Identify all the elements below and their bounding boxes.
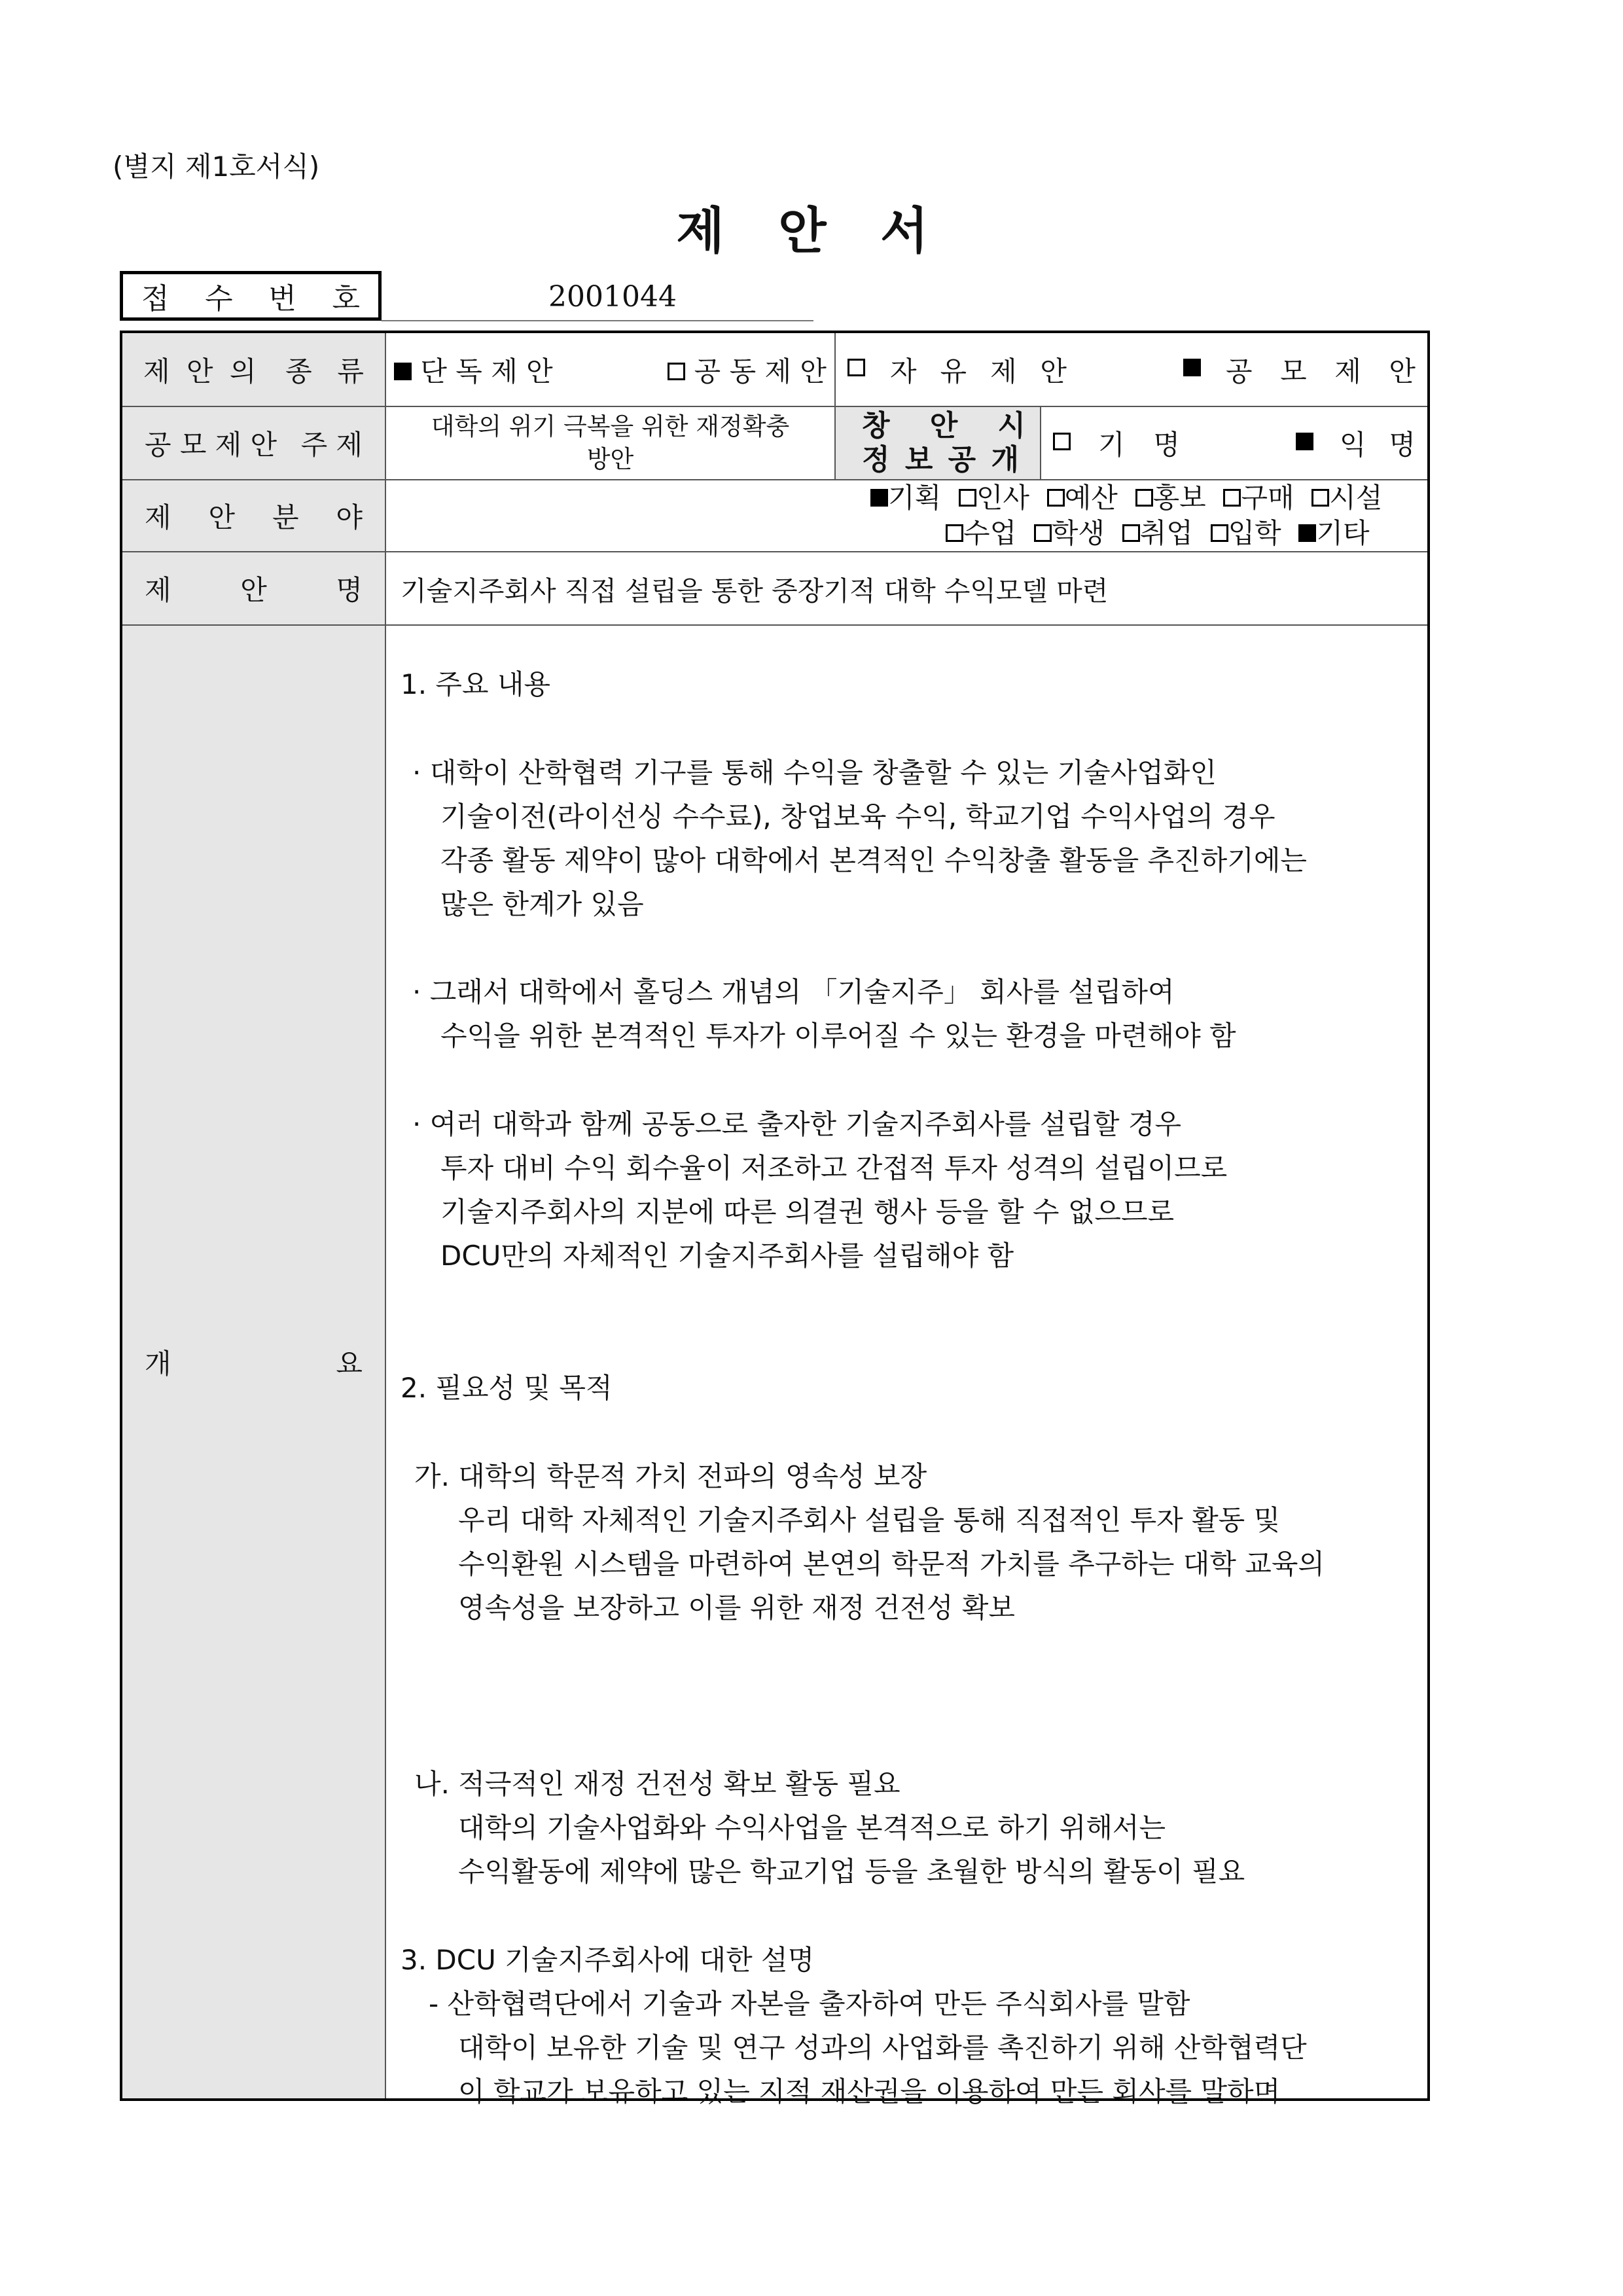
form-number-label: (별지 제1호서식) [113, 151, 320, 183]
proposal-type-free-contest [835, 332, 1429, 406]
disclosure-options [1041, 406, 1429, 480]
row-summary [121, 625, 1429, 2100]
summary-line: DCU만의 자체적인 기술지주회사를 설립해야 함 [440, 1240, 1014, 1272]
field-options-row2 [386, 516, 1427, 551]
anonymous-label: 익 명 [1340, 429, 1416, 461]
field-option-classes[interactable]: 수업 [946, 517, 1016, 549]
label-char: 종 [285, 355, 312, 387]
summary-content [385, 625, 1429, 2108]
row-proposal-field [121, 480, 1429, 552]
contest-proposal-label: 공 모 제 안 [1226, 355, 1416, 387]
field-option-hr[interactable]: 인사 [959, 482, 1029, 514]
section-heading: 3. DCU 기술지주회사에 대한 설명 [401, 1944, 815, 1976]
label-char: 호 [332, 282, 360, 315]
field-option-facilities[interactable]: 시설 [1311, 482, 1382, 514]
label-char: 류 [337, 355, 364, 387]
summary-line: 수익을 위한 본격적인 투자가 이루어질 수 있는 환경을 마련해야 함 [440, 1020, 1236, 1052]
section-heading: 2. 필요성 및 목적 [401, 1372, 613, 1404]
row-contest-topic [121, 406, 1429, 480]
summary-line: 많은 한계가 있음 [440, 888, 644, 920]
label-char: 제 안 의 [143, 355, 260, 387]
field-option-purchase[interactable]: 구매 [1223, 482, 1294, 514]
summary-line: 우리 대학 자체적인 기술지주회사 설립을 통해 직접적인 투자 활동 및 [458, 1504, 1281, 1536]
field-option-pr[interactable]: 홍보 [1135, 482, 1206, 514]
free-proposal-label: 자 유 제 안 [890, 355, 1067, 387]
contest-proposal-checkbox[interactable] [1183, 359, 1201, 376]
summary-line: 대학이 보유한 기술 및 연구 성과의 사업화를 촉진하기 위해 산학협력단 [458, 2032, 1307, 2064]
subsection-heading: 나. 적극적인 재정 건전성 확보 활동 필요 [414, 1768, 901, 1800]
row-proposal-name [121, 552, 1429, 625]
receipt-number-label [120, 271, 382, 321]
proposal-name-value: 기술지주회사 직접 설립을 통한 중장기적 대학 수익모델 마련 [385, 552, 1429, 625]
label-char: 수 [205, 282, 233, 315]
proposal-type-solo-joint [385, 332, 835, 406]
summary-line: 이 학교가 보유하고 있는 지적 재산권을 이용하여 만든 회사를 말하며 [458, 2075, 1281, 2108]
named-label: 기 명 [1098, 429, 1180, 461]
summary-line: 수익환원 시스템을 마련하여 본연의 학문적 가치를 추구하는 대학 교육의 [458, 1548, 1325, 1580]
document-title: 제 안 서 [676, 202, 947, 260]
field-option-planning[interactable]: 기획 [870, 482, 941, 514]
receipt-number-value: 2001044 [548, 280, 677, 314]
summary-line: 기술지주회사의 지분에 따른 의결권 행사 등을 할 수 없으므로 [440, 1196, 1175, 1228]
joint-proposal-checkbox[interactable] [668, 363, 685, 380]
contest-topic-label: 공 모 제 안 주 제 [121, 406, 385, 480]
summary-line: 대학의 기술사업화와 수익사업을 본격적으로 하기 위해서는 [458, 1812, 1166, 1844]
solo-proposal-option[interactable]: 단 독 제 안 [394, 350, 553, 389]
label-char: 접 [141, 282, 169, 315]
summary-line: · 대학이 산학협력 기구를 통해 수익을 창출할 수 있는 기술사업화인 [412, 757, 1217, 789]
summary-line: - 산학협력단에서 기술과 자본을 출자하여 만든 주식회사를 말함 [429, 1988, 1190, 2020]
label-char: 번 [268, 282, 296, 315]
receipt-underline [382, 320, 813, 321]
field-options-row1 [386, 480, 1427, 516]
contest-topic-value: 대학의 위기 극복을 위한 재정확충 방안 [385, 406, 835, 480]
anonymous-checkbox[interactable] [1296, 433, 1313, 450]
joint-proposal-option[interactable]: 공 동 제 안 [668, 350, 827, 389]
summary-line: 수익활동에 제약에 많은 학교기업 등을 초월한 방식의 활동이 필요 [458, 1856, 1245, 1888]
named-checkbox[interactable] [1053, 433, 1071, 450]
summary-line: 영속성을 보장하고 이를 위한 재정 건전성 확보 [458, 1592, 1015, 1624]
section-heading: 1. 주요 내용 [401, 668, 551, 700]
summary-line: · 여러 대학과 함께 공동으로 출자한 기술지주회사를 설립할 경우 [412, 1108, 1182, 1140]
summary-line: 투자 대비 수익 회수율이 저조하고 간접적 투자 성격의 설립이므로 [440, 1152, 1228, 1184]
summary-line: 기술이전(라이선싱 수수료), 창업보육 수익, 학교기업 수익사업의 경우 [440, 800, 1275, 833]
disclosure-label: 창 안 시 정 보 공 개 [835, 406, 1041, 480]
summary-line: · 그래서 대학에서 홀딩스 개념의 「기술지주」 회사를 설립하여 [412, 976, 1175, 1008]
field-option-students[interactable]: 학생 [1034, 517, 1105, 549]
proposal-name-label: 제 안 명 [121, 552, 385, 625]
solo-proposal-checkbox[interactable] [394, 363, 412, 380]
field-option-admission[interactable]: 입학 [1211, 517, 1281, 549]
subsection-heading: 가. 대학의 학문적 가치 전파의 영속성 보장 [414, 1460, 927, 1492]
field-option-other[interactable]: 기타 [1298, 517, 1369, 549]
row-proposal-type [121, 332, 1429, 406]
proposal-field-options [385, 480, 1429, 552]
summary-line: 각종 활동 제약이 많아 대학에서 본격적인 수익창출 활동을 추진하기에는 [440, 844, 1307, 876]
summary-label: 개 요 [121, 625, 385, 2100]
proposal-form-table [120, 331, 1430, 2108]
proposal-field-label: 제 안 분 야 [121, 480, 385, 552]
field-option-budget[interactable]: 예산 [1047, 482, 1118, 514]
free-proposal-checkbox[interactable] [847, 359, 865, 376]
proposal-type-label [121, 332, 385, 406]
field-option-employment[interactable]: 취업 [1122, 517, 1193, 549]
